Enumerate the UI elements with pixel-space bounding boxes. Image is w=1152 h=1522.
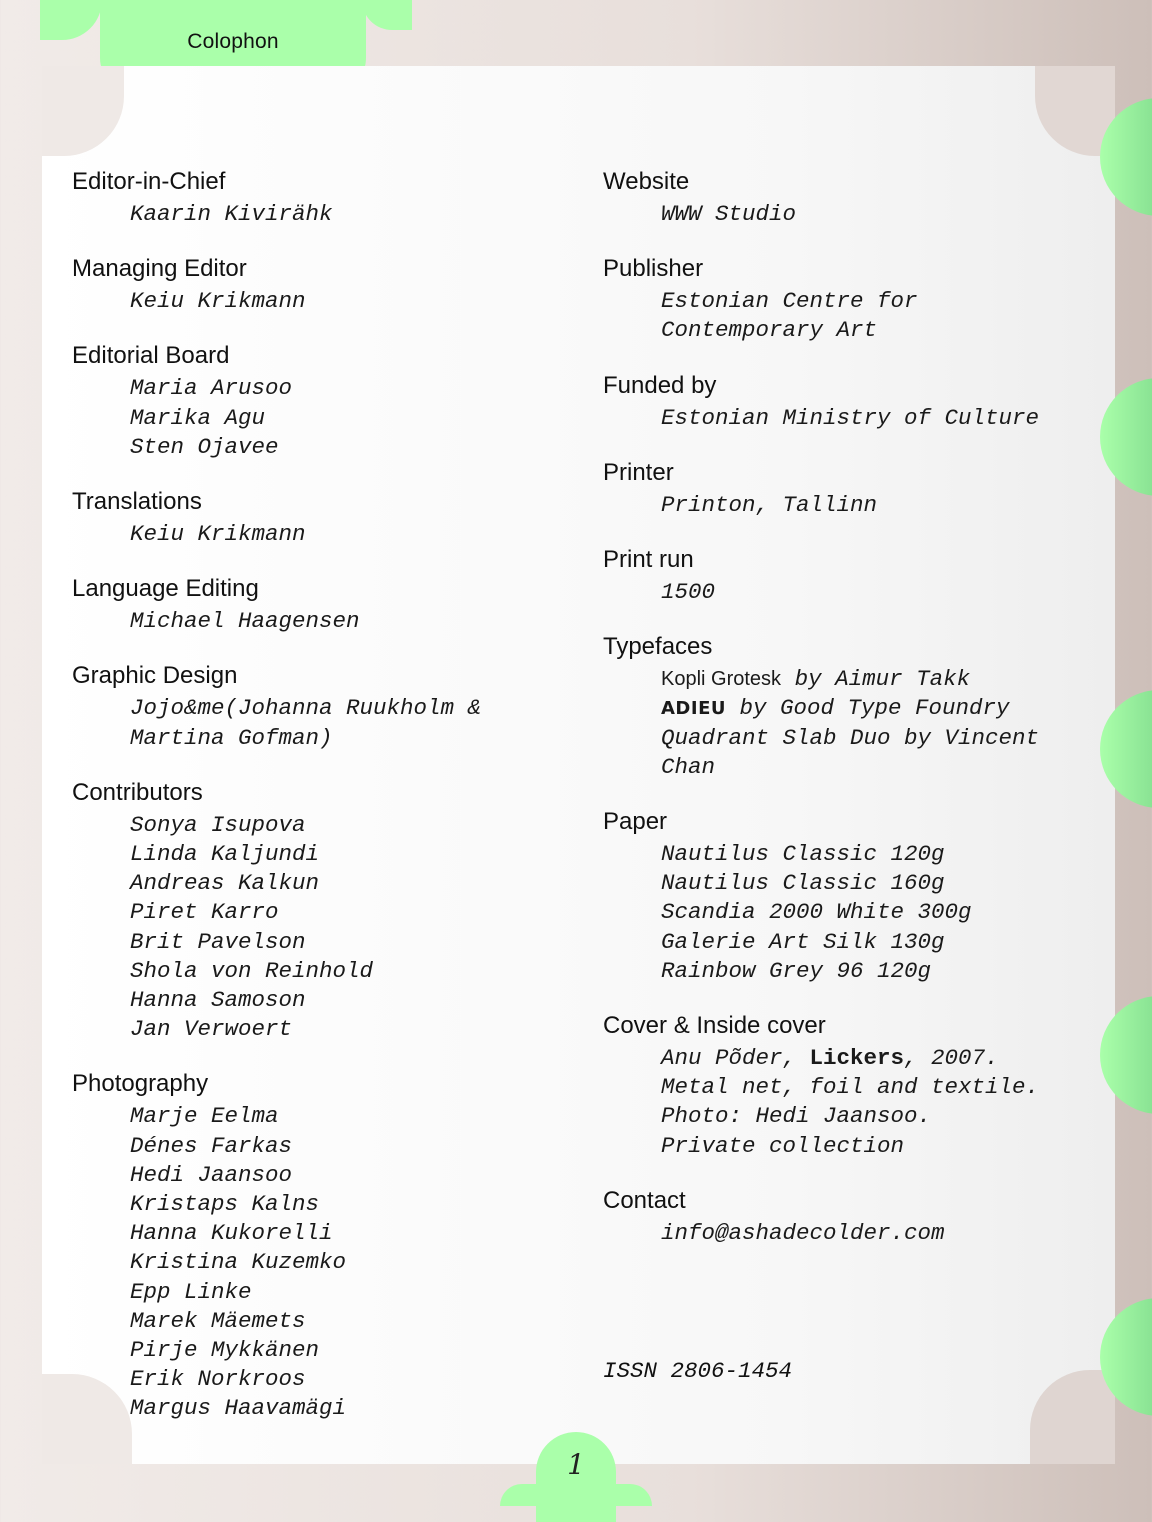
section-value: Erik Norkroos [130,1366,306,1393]
cover-line: Private collection [661,1132,905,1159]
typeface-name: ADIEU [661,698,726,720]
section-value: Hanna Samoson [130,987,306,1014]
section-value: Keiu Krikmann [130,288,306,315]
section-value: Jan Verwoert [130,1016,293,1043]
section-value: Shola von Reinhold [130,957,374,984]
section-value: Nautilus Classic 120g [661,841,945,868]
section-label: Typefaces [603,633,713,661]
tab-ear-right [362,0,412,30]
section-typefaces [603,631,1083,782]
section-editor-in-chief [72,166,542,229]
section-label: Publisher [603,255,704,283]
section-value: Nautilus Classic 160g [661,870,945,897]
section-label: Graphic Design [72,662,238,690]
section-contact [603,1185,1083,1248]
section-printer [603,457,1083,520]
section-value: Rainbow Grey 96 120g [661,957,932,984]
section-value: Sonya Isupova [130,811,306,838]
page-blob-right [612,1484,652,1506]
section-value: Piret Karro [130,899,279,926]
section-value: Dénes Farkas [130,1132,293,1159]
section-cover [603,1010,1083,1161]
section-value: Hedi Jaansoo [130,1161,293,1188]
section-label: Cover & Inside cover [603,1012,826,1040]
typeface-line: Chan [661,753,716,780]
section-label: Editor-in-Chief [72,168,226,195]
section-label: Editorial Board [72,342,230,370]
tab-ear-left [40,0,102,40]
section-value: Andreas Kalkun [130,870,320,897]
section-value: Jojo&me(Johanna Ruukholm & [130,695,482,722]
section-translations [72,486,542,549]
section-value: Keiu Krikmann [130,521,306,548]
cover-line [661,1044,1083,1073]
section-value: Martina Gofman) [130,724,333,751]
section-value: 1500 [661,579,716,606]
contact-email[interactable]: info@ashadecolder.com [661,1219,945,1246]
section-contributors [72,777,542,1045]
section-value: Michael Haagensen [130,608,360,635]
section-value: Epp Linke [130,1278,252,1305]
section-language-editing [72,573,542,636]
typeface-credit: by Aimur Takk [781,666,971,693]
section-value: Margus Haavamägi [130,1395,347,1422]
section-value: Scandia 2000 White 300g [661,899,972,926]
section-photography [72,1068,542,1423]
section-value: Estonian Ministry of Culture [661,404,1040,431]
section-label: Language Editing [72,575,259,603]
section-value: Hanna Kukorelli [130,1220,333,1247]
cover-year: , 2007. [904,1045,999,1072]
section-value: Marek Mäemets [130,1307,306,1334]
section-label: Printer [603,458,674,486]
section-label: Contributors [72,778,203,806]
section-website [603,166,1083,229]
section-value: Kristina Kuzemko [130,1249,347,1276]
section-value: Pirje Mykkänen [130,1337,320,1364]
section-label: Print run [603,546,694,574]
section-managing-editor [72,253,542,316]
typeface-name: Kopli Grotesk [661,668,782,691]
cover-line: Metal net, foil and textile. [661,1074,1040,1101]
issn: ISSN 2806-1454 [603,1358,793,1384]
section-value: Brit Pavelson [130,928,306,955]
page-number: 1 [567,1448,585,1481]
section-label: Contact [603,1186,686,1214]
section-value: Sten Ojavee [130,433,279,460]
section-publisher [603,253,1083,345]
tab-label: Colophon [187,30,279,53]
right-column [603,166,1083,1272]
section-value: Estonian Centre for [661,288,918,315]
section-value: Marje Eelma [130,1103,279,1130]
section-value: Kristaps Kalns [130,1191,320,1218]
cover-artist: Anu Põder, [661,1045,810,1072]
page-blob-left [500,1484,540,1506]
section-value: WWW Studio [661,201,797,227]
section-label: Photography [72,1070,209,1098]
section-print-run [603,544,1083,607]
section-graphic-design [72,660,542,752]
section-label: Website [603,168,690,195]
section-value: Maria Arusoo [130,375,293,402]
typeface-credit: by Good Type Foundry [725,695,1010,722]
section-editorial-board [72,340,542,462]
section-value: Contemporary Art [661,317,878,344]
section-label: Managing Editor [72,255,247,283]
section-value: Galerie Art Silk 130g [661,928,945,955]
section-value: Marika Agu [130,404,266,431]
section-label: Paper [603,808,668,836]
section-paper [603,806,1083,986]
typeface-line: Quadrant Slab Duo by Vincent [661,724,1040,751]
typeface-line [661,694,1083,723]
section-value: Linda Kaljundi [130,841,320,868]
left-column [72,166,542,1448]
cover-artwork-title: Lickers [809,1045,905,1072]
section-label: Funded by [603,371,717,399]
section-value: Printon, Tallinn [661,491,878,518]
section-label: Translations [72,488,202,516]
section-funded-by [603,370,1083,433]
cover-line: Photo: Hedi Jaansoo. [661,1103,932,1130]
typeface-line [661,665,1083,694]
section-value: Kaarin Kivirähk [130,201,333,227]
